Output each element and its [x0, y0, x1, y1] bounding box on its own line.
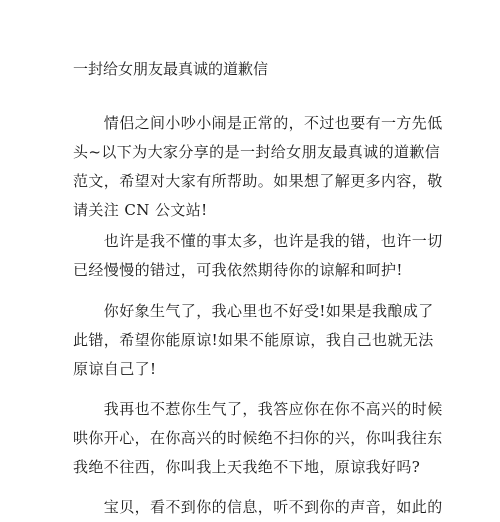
paragraph-line: 范文，希望对大家有所帮助。如果想了解更多内容，敬 [73, 172, 443, 190]
paragraph-line: 请关注 CN 公文站! [73, 201, 208, 219]
paragraph-line: 宝贝，看不到你的信息，听不到你的声音，如此的 [73, 498, 443, 516]
paragraph-line: 原谅自己了! [73, 360, 157, 378]
paragraph-1 [73, 109, 443, 225]
document-title: 一封给女朋友最真诚的道歉信 [73, 60, 269, 78]
paragraph-line: 我绝不往西，你叫我上天我绝不下地，原谅我好吗? [73, 458, 421, 476]
paragraph-3 [73, 297, 433, 384]
paragraph-5 [73, 493, 443, 522]
paragraph-line: 哄你开心，在你高兴的时候绝不扫你的兴，你叫我往东 [73, 429, 443, 447]
paragraph-4 [73, 395, 443, 482]
paragraph-line: 我再也不惹你生气了，我答应你在你不高兴的时候 [73, 400, 443, 418]
paragraph-line: 情侣之间小吵小闹是正常的，不过也要有一方先低 [73, 114, 443, 132]
paragraph-line: 此错，希望你能原谅!如果不能原谅，我自己也就无法 [73, 331, 434, 349]
paragraph-line: 也许是我不懂的事太多，也许是我的错，也许一切 [73, 232, 443, 250]
paragraph-line: 已经慢慢的错过，可我依然期待你的谅解和呵护! [73, 261, 403, 279]
paragraph-line: 你好象生气了，我心里也不好受!如果是我酿成了 [73, 302, 434, 320]
paragraph-line: 头~以下为大家分享的是一封给女朋友最真诚的道歉信 [73, 143, 441, 161]
paragraph-2 [73, 227, 443, 285]
